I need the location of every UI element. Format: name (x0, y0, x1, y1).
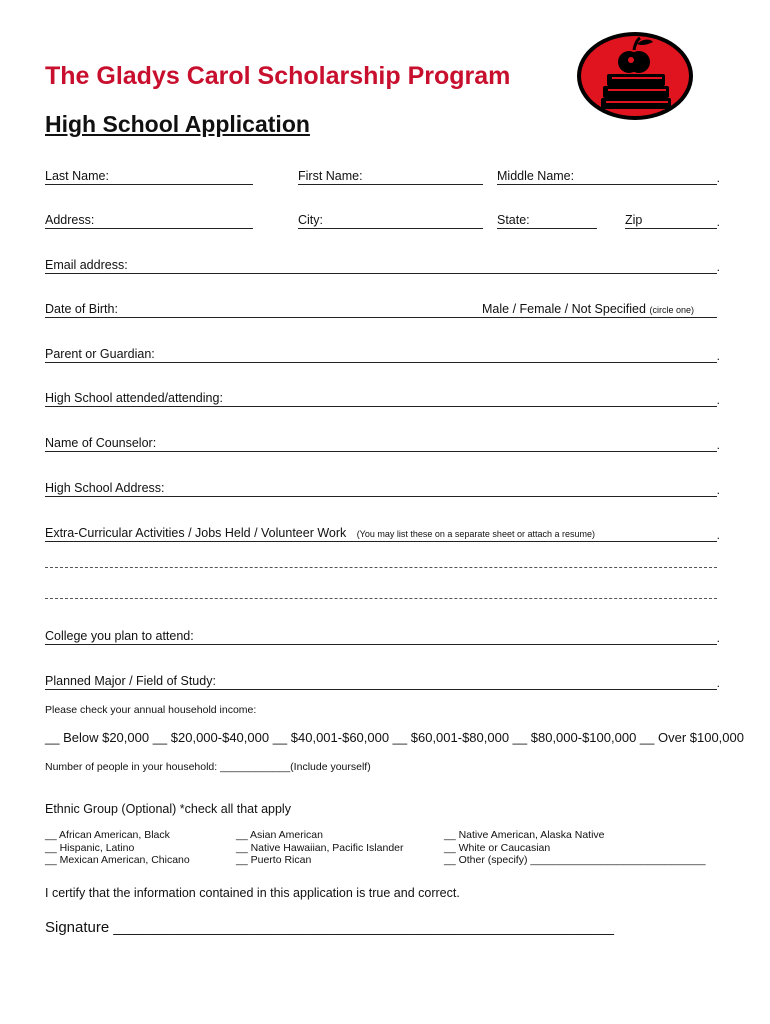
gender-note: (circle one) (649, 305, 694, 315)
last-name-label: Last Name: (45, 169, 109, 183)
activities-label (45, 526, 595, 540)
high-school-row: High School attended/attending: . (45, 391, 720, 407)
activities-field[interactable] (45, 541, 717, 542)
ethnic-option[interactable]: __ Native Hawaiian, Pacific Islander (236, 841, 404, 854)
parent-row: Parent or Guardian: . (45, 347, 720, 363)
first-name-field[interactable] (298, 184, 483, 185)
dob-row (45, 300, 720, 318)
ethnic-option[interactable]: __ Hispanic, Latino (45, 841, 135, 854)
income-prompt: Please check your annual household income: (45, 704, 257, 716)
household-count[interactable]: Number of people in your household: ____________(Include yourself) (45, 761, 371, 773)
activities-extra-line-2[interactable] (45, 598, 717, 599)
middle-name-field[interactable] (497, 184, 717, 185)
college-field[interactable] (45, 644, 717, 645)
hs-address-field[interactable] (45, 496, 717, 497)
last-name-field[interactable] (45, 184, 253, 185)
ethnic-option[interactable]: __ Mexican American, Chicano (45, 854, 190, 866)
address-field[interactable] (45, 228, 253, 229)
email-row: Email address: . (45, 258, 720, 274)
activities-row: Extra-Curricular Activities / Jobs Held / Volunteer Work (You may list these on a separate sheet or attach a resume) . (45, 526, 720, 542)
ethnic-option[interactable]: __ Puerto Rican (236, 854, 312, 866)
certification-statement: I certify that the information contained in this application is true and correct. (45, 886, 460, 900)
counselor-row: Name of Counselor: . (45, 436, 720, 452)
counselor-label: Name of Counselor: (45, 436, 157, 450)
ethnic-title: Ethnic Group (Optional) *check all that apply (45, 802, 291, 816)
middle-name-label: Middle Name: (497, 169, 575, 183)
major-field[interactable] (45, 689, 717, 690)
major-label: Planned Major / Field of Study: (45, 674, 216, 688)
parent-label: Parent or Guardian: (45, 347, 155, 361)
state-label: State: (497, 213, 530, 227)
high-school-field[interactable] (45, 406, 717, 407)
dob-field[interactable] (45, 317, 717, 318)
ethnic-col-2 (236, 829, 404, 867)
high-school-label: High School attended/attending: (45, 391, 223, 405)
activities-note: (You may list these on a separate sheet or attach a resume) (356, 529, 595, 539)
program-title: The Gladys Carol Scholarship Program (45, 62, 511, 90)
city-field[interactable] (298, 228, 483, 229)
gender-label[interactable] (482, 302, 694, 316)
email-field[interactable] (45, 273, 717, 274)
address-label: Address: (45, 213, 95, 227)
ethnic-option[interactable]: __ Native American, Alaska Native (444, 829, 605, 841)
ethnic-option[interactable]: __ Asian American (236, 829, 323, 841)
income-options[interactable]: __ Below $20,000 __ $20,000-$40,000 __ $40,001-$60,000 __ $60,001-$80,000 __ $80,000-$100,000 __ Over $100,000 (45, 730, 744, 745)
first-name-label: First Name: (298, 169, 363, 183)
activities-text: Extra-Curricular Activities / Jobs Held / Volunteer Work (45, 526, 347, 540)
zip-field[interactable] (625, 228, 717, 229)
gender-options: Male / Female / Not Specified (482, 302, 646, 316)
ethnic-col-1 (45, 829, 190, 867)
activities-extra-line-1[interactable] (45, 567, 717, 568)
ethnic-option[interactable]: __ Other (specify) ______________________________ (444, 854, 706, 866)
dob-label: Date of Birth: (45, 302, 118, 316)
college-label: College you plan to attend: (45, 629, 194, 643)
college-row: College you plan to attend: . (45, 629, 720, 645)
major-row: Planned Major / Field of Study: . (45, 674, 720, 690)
address-row: Address: City: State: Zip . (45, 213, 720, 229)
state-field[interactable] (497, 228, 597, 229)
signature-field[interactable]: Signature ____________________________________________________________ (45, 919, 614, 936)
ethnic-option[interactable]: __ African American, Black (45, 829, 170, 841)
parent-field[interactable] (45, 362, 717, 363)
hs-address-label: High School Address: (45, 481, 165, 495)
name-row: Last Name: First Name: Middle Name: . (45, 169, 720, 185)
ethnic-option[interactable]: __ White or Caucasian (444, 841, 551, 854)
apple-books-logo-icon (575, 30, 695, 122)
ethnic-col-3 (444, 829, 706, 867)
email-label: Email address: (45, 258, 128, 272)
application-subtitle: High School Application (45, 111, 310, 137)
hs-address-row: High School Address: . (45, 481, 720, 497)
counselor-field[interactable] (45, 451, 717, 452)
city-label: City: (298, 213, 323, 227)
zip-label: Zip (625, 213, 643, 227)
